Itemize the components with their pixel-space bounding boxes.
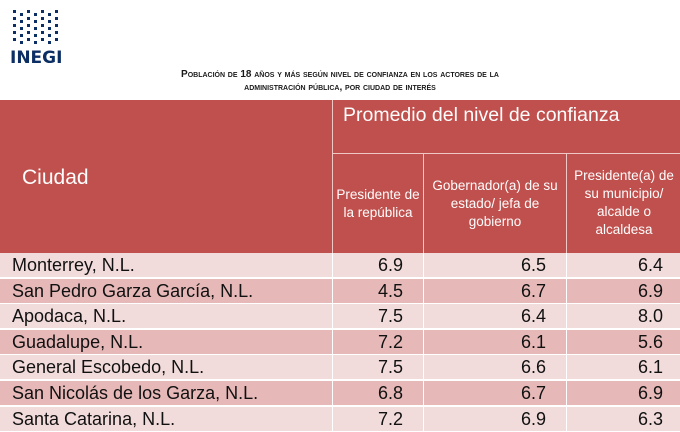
row-divider xyxy=(332,279,333,304)
table-title xyxy=(110,68,570,94)
header-promedio: Promedio del nivel de confianza xyxy=(343,104,620,126)
header-divider-col1 xyxy=(423,153,424,253)
cell-gobernador: 6.4 xyxy=(520,306,546,327)
cell-presidente: 7.2 xyxy=(377,331,403,352)
header-divider-city xyxy=(332,100,333,253)
row-bottom-border xyxy=(0,431,680,432)
row-divider xyxy=(332,381,333,406)
cell-gobernador: 6.6 xyxy=(520,357,546,378)
header-col-presidente: Presidente de la república xyxy=(336,187,420,220)
cell-city: San Nicolás de los Garza, N.L. xyxy=(12,383,259,403)
table-row xyxy=(0,304,680,329)
cell-municipio: 8.0 xyxy=(637,306,663,327)
header-col-municipio: Presidente(a) de su municipio/ alcalde o alcaldesa xyxy=(574,168,674,237)
row-divider xyxy=(566,304,567,329)
row-divider xyxy=(566,407,567,432)
table-row xyxy=(0,253,680,278)
row-divider xyxy=(332,330,333,355)
cell-gobernador: 6.9 xyxy=(520,408,546,429)
header-col-gobernador: Gobernador(a) de su estado/ jefa de gobierno xyxy=(432,178,558,229)
table-title-line-1: Población de 18 años y más según nivel de confianza en los actores de la xyxy=(181,69,499,80)
row-divider xyxy=(566,330,567,355)
inegi-logo-text: INEGI xyxy=(10,48,63,68)
table-row xyxy=(0,355,680,380)
row-divider xyxy=(423,355,424,380)
cell-municipio: 6.3 xyxy=(637,408,663,429)
cell-city: San Pedro Garza García, N.L. xyxy=(12,280,254,301)
row-divider xyxy=(332,253,333,278)
row-divider xyxy=(423,330,424,355)
cell-municipio: 6.4 xyxy=(637,255,663,275)
cell-presidente: 7.2 xyxy=(377,408,403,429)
cell-presidente: 7.5 xyxy=(377,357,403,378)
row-divider xyxy=(332,407,333,432)
table-row xyxy=(0,279,680,304)
row-divider xyxy=(566,381,567,406)
header-ciudad: Ciudad xyxy=(22,166,89,189)
cell-city: Monterrey, N.L. xyxy=(12,255,135,275)
cell-presidente: 7.5 xyxy=(377,306,403,327)
header-divider-col2 xyxy=(566,153,567,253)
table-row xyxy=(0,381,680,406)
row-divider xyxy=(423,253,424,278)
cell-city: Guadalupe, N.L. xyxy=(12,331,144,352)
cell-municipio: 6.9 xyxy=(637,280,663,301)
cell-presidente: 4.5 xyxy=(377,280,403,301)
cell-municipio: 5.6 xyxy=(637,331,663,352)
inegi-logo-mark xyxy=(11,8,63,46)
row-divider xyxy=(423,407,424,432)
row-divider xyxy=(423,381,424,406)
cell-presidente: 6.8 xyxy=(377,383,403,403)
table-row xyxy=(0,330,680,355)
table-title-line-2: administración pública, por ciudad de interés xyxy=(244,82,436,93)
row-divider xyxy=(332,304,333,329)
row-divider xyxy=(423,304,424,329)
cell-city: General Escobedo, N.L. xyxy=(12,357,205,378)
row-divider xyxy=(566,279,567,304)
cell-presidente: 6.9 xyxy=(377,255,403,275)
row-divider xyxy=(423,279,424,304)
row-divider xyxy=(566,253,567,278)
cell-gobernador: 6.7 xyxy=(520,280,546,301)
cell-gobernador: 6.1 xyxy=(520,331,546,352)
cell-gobernador: 6.5 xyxy=(520,255,546,275)
inegi-logo xyxy=(10,8,66,68)
cell-city: Apodaca, N.L. xyxy=(12,306,127,327)
row-divider xyxy=(332,355,333,380)
cell-city: Santa Catarina, N.L. xyxy=(12,408,176,429)
table-row xyxy=(0,407,680,432)
row-divider xyxy=(566,355,567,380)
cell-municipio: 6.1 xyxy=(637,357,663,378)
cell-municipio: 6.9 xyxy=(637,383,663,403)
cell-gobernador: 6.7 xyxy=(520,383,546,403)
